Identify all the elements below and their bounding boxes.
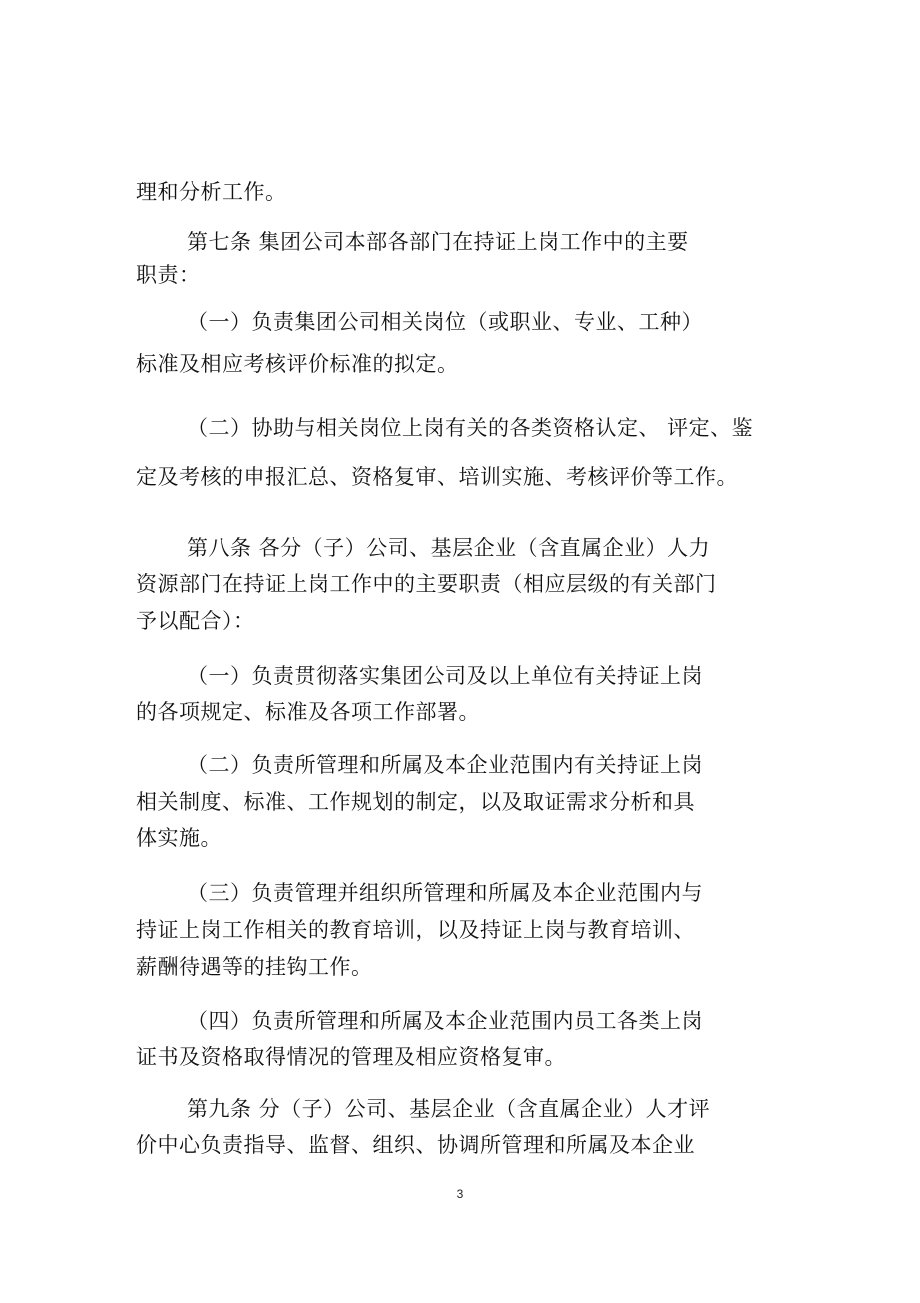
text-line: 职责： [136, 263, 201, 287]
text-line: 薪酬待遇等的挂钩工作。 [136, 955, 373, 979]
text-line: 予以配合）： [136, 609, 255, 633]
list-item: （一）负责集团公司相关岗位（或职业、专业、工种） [187, 310, 703, 334]
text-line: 定及考核的申报汇总、资格复审、培训实施、考核评价等工作。 [136, 465, 738, 489]
list-item: （一）负责贯彻落实集团公司及以上单位有关持证上岗 [187, 664, 703, 688]
text-line: 体实施。 [136, 826, 222, 850]
text-line: 理和分析工作。 [136, 180, 287, 204]
text-line: 标准及相应考核评价标准的拟定。 [136, 352, 459, 376]
article-heading-8: 第八条 各分（子）公司、基层企业（含直属企业）人力 [187, 536, 711, 560]
text-line: 持证上岗工作相关的教育培训，以及持证上岗与教育培训、 [136, 918, 695, 942]
page-number: 3 [456, 1187, 464, 1201]
article-heading-9: 第九条 分（子）公司、基层企业（含直属企业）人才评 [187, 1097, 711, 1121]
article-heading-7: 第七条 集团公司本部各部门在持证上岗工作中的主要 [187, 230, 689, 254]
list-item: （二）负责所管理和所属及本企业范围内有关持证上岗 [187, 753, 703, 777]
list-item: （三）负责管理并组织所管理和所属及本企业范围内与 [187, 881, 703, 905]
text-line: 价中心负责指导、监督、组织、协调所管理和所属及本企业 [136, 1133, 695, 1157]
text-line: 相关制度、标准、工作规划的制定，以及取证需求分析和具 [136, 790, 695, 814]
text-line: 资源部门在持证上岗工作中的主要职责（相应层级的有关部门 [136, 572, 717, 596]
text-line: 的各项规定、标准及各项工作部署。 [136, 700, 480, 724]
list-item: （四）负责所管理和所属及本企业范围内员工各类上岗 [187, 1009, 703, 1033]
text-line: 证书及资格取得情况的管理及相应资格复审。 [136, 1045, 566, 1069]
list-item: （二）协助与相关岗位上岗有关的各类资格认定、 评定、鉴 [187, 416, 754, 440]
